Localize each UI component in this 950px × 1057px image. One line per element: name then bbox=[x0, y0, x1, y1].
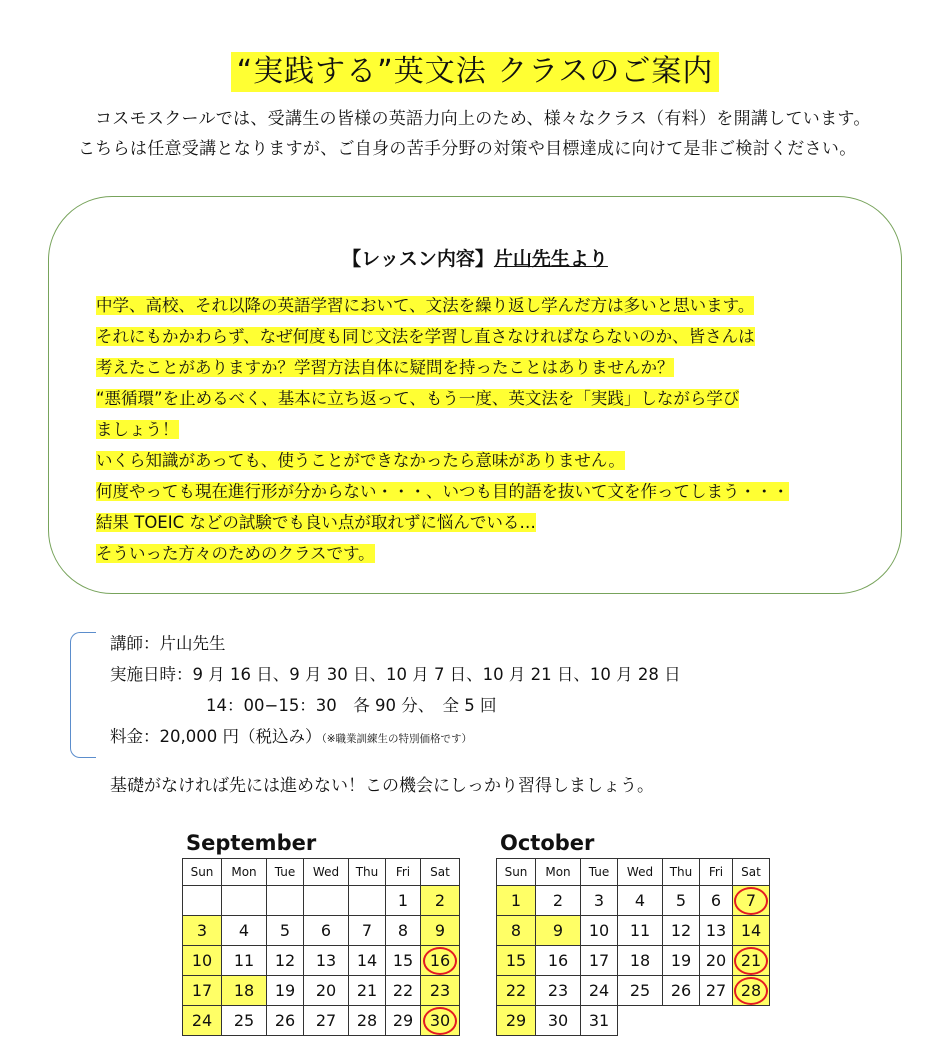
lesson-line-text: 考えたことがありますか？学習方法自体に疑問を持ったことはありませんか？ bbox=[96, 358, 674, 377]
calendar-day: 19 bbox=[267, 976, 304, 1006]
lesson-line bbox=[96, 321, 886, 352]
calendar-empty-cell bbox=[349, 886, 386, 916]
calendar-day: 21 bbox=[349, 976, 386, 1006]
weekday-thu: Thu bbox=[349, 859, 386, 886]
calendar-day: 2 bbox=[421, 886, 460, 916]
weekday-sat: Sat bbox=[733, 859, 770, 886]
weekday-row bbox=[497, 859, 770, 886]
weekday-sun: Sun bbox=[497, 859, 536, 886]
teacher-line: 講師：片山先生 bbox=[110, 634, 226, 653]
calendar-week-row bbox=[183, 976, 460, 1006]
lesson-heading bbox=[0, 244, 950, 274]
lesson-line-text: “悪循環”を止めるべく、基本に立ち返って、もう一度、英文法を「実践」しながら学び bbox=[96, 389, 740, 408]
title-wrap bbox=[0, 52, 950, 92]
calendar-day: 10 bbox=[183, 946, 222, 976]
page-title: “実践する”英文法 クラスのご案内 bbox=[231, 52, 720, 92]
calendar-day: 10 bbox=[581, 916, 618, 946]
info-bracket bbox=[70, 632, 96, 758]
lesson-line-text: 何度やっても現在進行形が分からない・・・、いつも目的語を抜いて文を作ってしまう・・・ bbox=[96, 482, 789, 501]
intro-paragraph bbox=[78, 104, 878, 164]
lesson-line bbox=[96, 383, 886, 414]
weekday-fri: Fri bbox=[700, 859, 733, 886]
calendar-week-row bbox=[497, 916, 770, 946]
calendar-day: 22 bbox=[497, 976, 536, 1006]
calendar-day: 23 bbox=[421, 976, 460, 1006]
weekday-sun: Sun bbox=[183, 859, 222, 886]
calendar-body bbox=[497, 886, 770, 1036]
calendar-day: 27 bbox=[304, 1006, 349, 1036]
lesson-heading-prefix: 【レッスン内容】 bbox=[342, 248, 494, 270]
calendar-day: 14 bbox=[349, 946, 386, 976]
weekday-wed: Wed bbox=[304, 859, 349, 886]
calendar-day: 26 bbox=[663, 976, 700, 1006]
calendar-day: 6 bbox=[700, 886, 733, 916]
calendar-day: 11 bbox=[618, 916, 663, 946]
calendar-day: 29 bbox=[386, 1006, 421, 1036]
calendar-week-row bbox=[497, 946, 770, 976]
calendar-month-title: September bbox=[186, 831, 317, 855]
fee-note: （※職業訓練生の特別価格です） bbox=[321, 733, 473, 745]
class-info bbox=[110, 628, 681, 752]
lesson-line bbox=[96, 538, 886, 569]
calendar-day: 2 bbox=[536, 886, 581, 916]
calendar-day: 7 bbox=[733, 886, 770, 916]
fee-text: 料金：20,000 円（税込み） bbox=[110, 727, 322, 746]
calendar-grid bbox=[496, 858, 770, 1036]
calendar-day: 31 bbox=[581, 1006, 618, 1036]
weekday-mon: Mon bbox=[222, 859, 267, 886]
calendar-week-row bbox=[497, 1006, 770, 1036]
calendar-day: 23 bbox=[536, 976, 581, 1006]
lesson-line bbox=[96, 507, 886, 538]
calendar-september bbox=[182, 828, 460, 1036]
weekday-mon: Mon bbox=[536, 859, 581, 886]
weekday-tue: Tue bbox=[267, 859, 304, 886]
calendar-week-row bbox=[497, 886, 770, 916]
calendar-month-title: October bbox=[500, 831, 595, 855]
calendar-day: 25 bbox=[618, 976, 663, 1006]
calendar-day: 7 bbox=[349, 916, 386, 946]
calendar-day: 18 bbox=[618, 946, 663, 976]
calendar-day: 4 bbox=[618, 886, 663, 916]
calendar-empty-cell bbox=[222, 886, 267, 916]
calendar-day: 20 bbox=[700, 946, 733, 976]
intro-line: ます。こちらは任意受講となりますが、ご自身の苦手分野の対策や目標達成に向けて是非ご検討 bbox=[78, 109, 871, 159]
time-line: 14：00−15：30 各 90 分、 全 5 回 bbox=[206, 696, 497, 715]
calendar-day: 5 bbox=[663, 886, 700, 916]
calendar-body bbox=[183, 886, 460, 1036]
calendar-day: 26 bbox=[267, 1006, 304, 1036]
calendar-empty-cell bbox=[304, 886, 349, 916]
calendar-week-row bbox=[183, 886, 460, 916]
lesson-line-text: そういった方々のためのクラスです。 bbox=[96, 544, 375, 563]
calendar-day: 3 bbox=[581, 886, 618, 916]
calendar-october bbox=[496, 828, 770, 1036]
lesson-line-text: 中学、高校、それ以降の英語学習において、文法を繰り返し学んだ方は多いと思います。 bbox=[96, 296, 755, 315]
weekday-fri: Fri bbox=[386, 859, 421, 886]
weekday-tue: Tue bbox=[581, 859, 618, 886]
intro-line: ください。 bbox=[770, 139, 857, 159]
calendar-day: 17 bbox=[183, 976, 222, 1006]
calendar-day: 27 bbox=[700, 976, 733, 1006]
calendar-week-row bbox=[183, 946, 460, 976]
calendar-day: 11 bbox=[222, 946, 267, 976]
motto-line: 基礎がなければ先には進めない！この機会にしっかり習得しましょう。 bbox=[110, 776, 654, 796]
fee-line bbox=[110, 721, 681, 752]
calendar-day: 1 bbox=[386, 886, 421, 916]
calendar-empty-cell bbox=[733, 1006, 770, 1036]
calendar-day: 1 bbox=[497, 886, 536, 916]
weekday-row bbox=[183, 859, 460, 886]
calendar-day: 24 bbox=[183, 1006, 222, 1036]
calendar-day: 14 bbox=[733, 916, 770, 946]
calendar-day: 13 bbox=[304, 946, 349, 976]
calendar-day: 22 bbox=[386, 976, 421, 1006]
calendar-week-row bbox=[497, 976, 770, 1006]
calendar-day: 13 bbox=[700, 916, 733, 946]
lesson-line-text: いくら知識があっても、使うことができなかったら意味がありません。 bbox=[96, 451, 625, 470]
lesson-line-text: それにもかかわらず、なぜ何度も同じ文法を学習し直さなければならないのか、皆さんは bbox=[96, 327, 755, 346]
calendar-day: 8 bbox=[386, 916, 421, 946]
lesson-line bbox=[96, 476, 886, 507]
calendar-empty-cell bbox=[267, 886, 304, 916]
calendar-empty-cell bbox=[700, 1006, 733, 1036]
calendar-day: 15 bbox=[497, 946, 536, 976]
calendar-day: 24 bbox=[581, 976, 618, 1006]
calendar-grid bbox=[182, 858, 460, 1036]
calendar-day: 8 bbox=[497, 916, 536, 946]
calendar-day: 28 bbox=[733, 976, 770, 1006]
calendar-day: 18 bbox=[222, 976, 267, 1006]
calendar-day: 9 bbox=[536, 916, 581, 946]
lesson-line bbox=[96, 414, 886, 445]
lesson-line bbox=[96, 352, 886, 383]
calendar-day: 29 bbox=[497, 1006, 536, 1036]
calendar-empty-cell bbox=[183, 886, 222, 916]
calendar-day: 9 bbox=[421, 916, 460, 946]
weekday-sat: Sat bbox=[421, 859, 460, 886]
calendar-day: 17 bbox=[581, 946, 618, 976]
calendar-day: 19 bbox=[663, 946, 700, 976]
dates-line: 実施日時：9 月 16 日、9 月 30 日、10 月 7 日、10 月 21 日、10 月 28 日 bbox=[110, 665, 681, 684]
calendar-day: 25 bbox=[222, 1006, 267, 1036]
calendar-day: 30 bbox=[536, 1006, 581, 1036]
calendar-day: 30 bbox=[421, 1006, 460, 1036]
lesson-line bbox=[96, 290, 886, 321]
intro-line: コスモスクールでは、受講生の皆様の英語力向上のため、様々なクラス（有料）を開講してい bbox=[95, 109, 821, 129]
weekday-thu: Thu bbox=[663, 859, 700, 886]
calendar-day: 12 bbox=[663, 916, 700, 946]
calendar-day: 3 bbox=[183, 916, 222, 946]
calendar-day: 4 bbox=[222, 916, 267, 946]
calendar-day: 16 bbox=[421, 946, 460, 976]
calendar-day: 15 bbox=[386, 946, 421, 976]
calendar-empty-cell bbox=[618, 1006, 663, 1036]
calendar-day: 6 bbox=[304, 916, 349, 946]
weekday-wed: Wed bbox=[618, 859, 663, 886]
calendar-empty-cell bbox=[663, 1006, 700, 1036]
calendar-day: 5 bbox=[267, 916, 304, 946]
lesson-line bbox=[96, 445, 886, 476]
calendar-day: 16 bbox=[536, 946, 581, 976]
calendar-day: 21 bbox=[733, 946, 770, 976]
calendar-day: 12 bbox=[267, 946, 304, 976]
lesson-line-text: ましょう！ bbox=[96, 420, 179, 439]
lesson-line-text: 結果 TOEIC などの試験でも良い点が取れずに悩んでいる… bbox=[96, 513, 536, 532]
lesson-body bbox=[96, 290, 886, 569]
calendar-day: 20 bbox=[304, 976, 349, 1006]
calendar-day: 28 bbox=[349, 1006, 386, 1036]
lesson-heading-teacher: 片山先生より bbox=[493, 248, 608, 270]
calendar-week-row bbox=[183, 1006, 460, 1036]
calendar-week-row bbox=[183, 916, 460, 946]
